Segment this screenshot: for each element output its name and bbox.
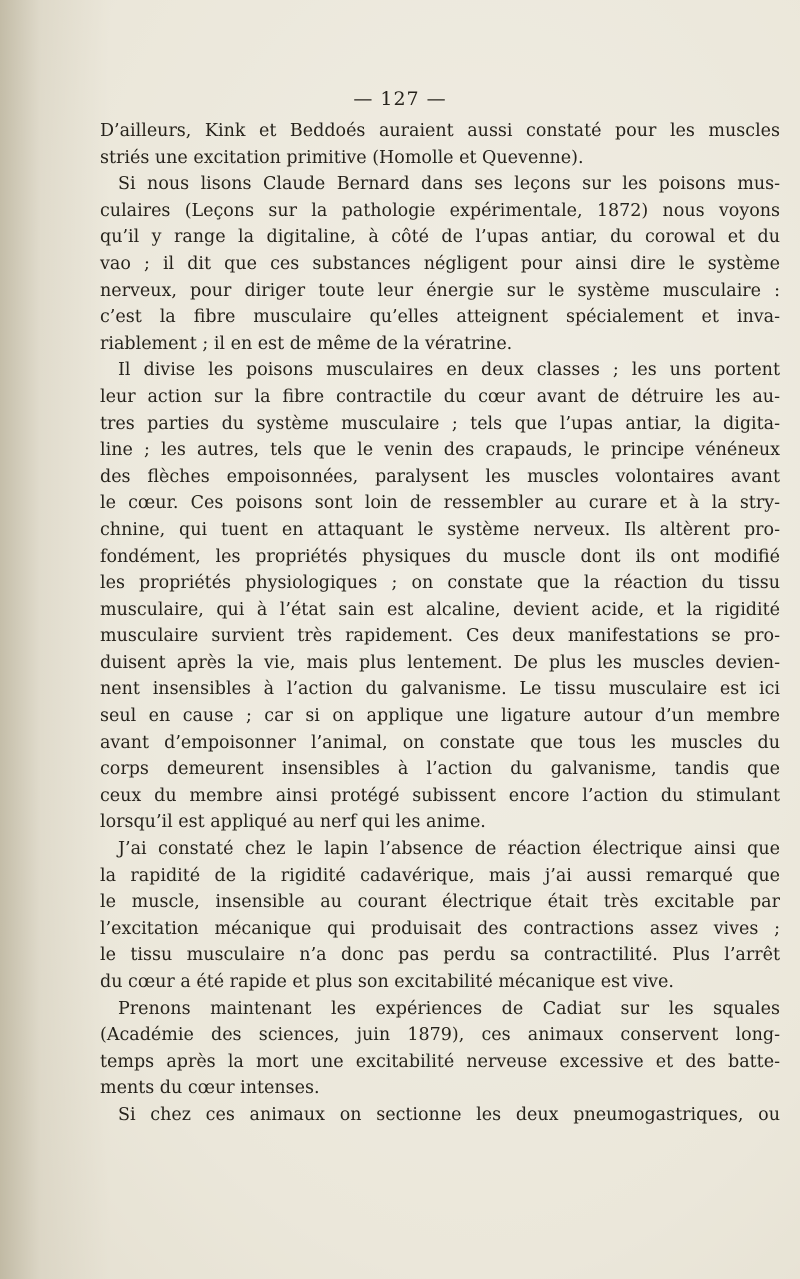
text-line: du cœur a été rapide et plus son excitabilité mécanique est vive.: [100, 972, 674, 992]
text-line: les propriétés physiologiques ; on constate que la réaction du tissu: [100, 573, 780, 594]
text-line: nerveux, pour diriger toute leur énergie sur le système musculaire :: [100, 280, 780, 301]
text-line: line ; les autres, tels que le venin des crapauds, le principe vénéneux: [100, 440, 780, 461]
text-line: fondément, les propriétés physiques du muscle dont ils ont modifié: [100, 546, 780, 567]
text-line: Si chez ces animaux on sectionne les deux pneumogastriques, ou: [118, 1104, 780, 1125]
text-line: corps demeurent insensibles à l’action du galvanisme, tandis que: [100, 759, 780, 780]
text-line: tres parties du système musculaire ; tels que l’upas antiar, la digita-: [100, 413, 780, 434]
text-line: D’ailleurs, Kink et Beddoés auraient aussi constaté pour les muscles: [100, 121, 780, 141]
text-line: chnine, qui tuent en attaquant le système nerveux. Ils altèrent pro-: [100, 519, 780, 540]
text-line: le muscle, insensible au courant électrique était très excitable par: [100, 892, 780, 913]
text-line: duisent après la vie, mais plus lentement. De plus les muscles devien-: [100, 652, 780, 673]
text-line: leur action sur la fibre contractile du cœur avant de détruire les au-: [100, 386, 780, 407]
text-line: Il divise les poisons musculaires en deux classes ; les uns portent: [118, 360, 780, 381]
text-line: musculaire survient très rapidement. Ces deux manifestations se pro-: [100, 626, 780, 647]
text-line: le tissu musculaire n’a donc pas perdu sa contractilité. Plus l’arrêt: [100, 945, 780, 966]
text-line: seul en cause ; car si on applique une ligature autour d’un membre: [100, 706, 780, 727]
text-line: la rapidité de la rigidité cadavérique, mais j’ai aussi remarqué que: [100, 865, 780, 886]
text-line: l’excitation mécanique qui produisait des contractions assez vives ;: [100, 918, 780, 939]
text-line: (Académie des sciences, juin 1879), ces animaux conservent long-: [100, 1025, 780, 1046]
text-line: c’est la fibre musculaire qu’elles atteignent spécialement et inva-: [100, 307, 780, 328]
text-line: lorsqu’il est appliqué au nerf qui les anime.: [100, 812, 486, 833]
text-line: ments du cœur intenses.: [100, 1078, 320, 1099]
text-line: nent insensibles à l’action du galvanisme. Le tissu musculaire est ici: [100, 679, 780, 700]
text-line: J’ai constaté chez le lapin l’absence de réaction électrique ainsi que: [118, 839, 780, 860]
text-line: vao ; il dit que ces substances négligent pour ainsi dire le système: [100, 253, 780, 274]
text-line: ceux du membre ainsi protégé subissent encore l’action du stimulant: [100, 785, 780, 806]
text-line: musculaire, qui à l’état sain est alcaline, devient acide, et la rigidité: [100, 599, 780, 620]
body-text: [100, 118, 780, 1129]
text-line: Si nous lisons Claude Bernard dans ses leçons sur les poisons mus-: [118, 174, 780, 195]
text-line: le cœur. Ces poisons sont loin de ressembler au curare et à la stry-: [100, 493, 780, 514]
text-line: des flèches empoisonnées, paralysent les muscles volontaires avant: [100, 466, 780, 487]
text-line: avant d’empoisonner l’animal, on constate que tous les muscles du: [100, 732, 780, 753]
text-line: temps après la mort une excitabilité nerveuse excessive et des batte-: [100, 1051, 780, 1072]
page-number: — 127 —: [353, 88, 447, 110]
text-line: striés une excitation primitive (Homolle et Quevenne).: [100, 147, 584, 168]
text-line: Prenons maintenant les expériences de Cadiat sur les squales: [118, 998, 780, 1019]
text-line: riablement ; il en est de même de la vératrine.: [100, 333, 513, 354]
text-line: qu’il y range la digitaline, à côté de l’upas antiar, du corowal et du: [100, 227, 780, 248]
text-line: culaires (Leçons sur la pathologie expérimentale, 1872) nous voyons: [100, 200, 780, 221]
